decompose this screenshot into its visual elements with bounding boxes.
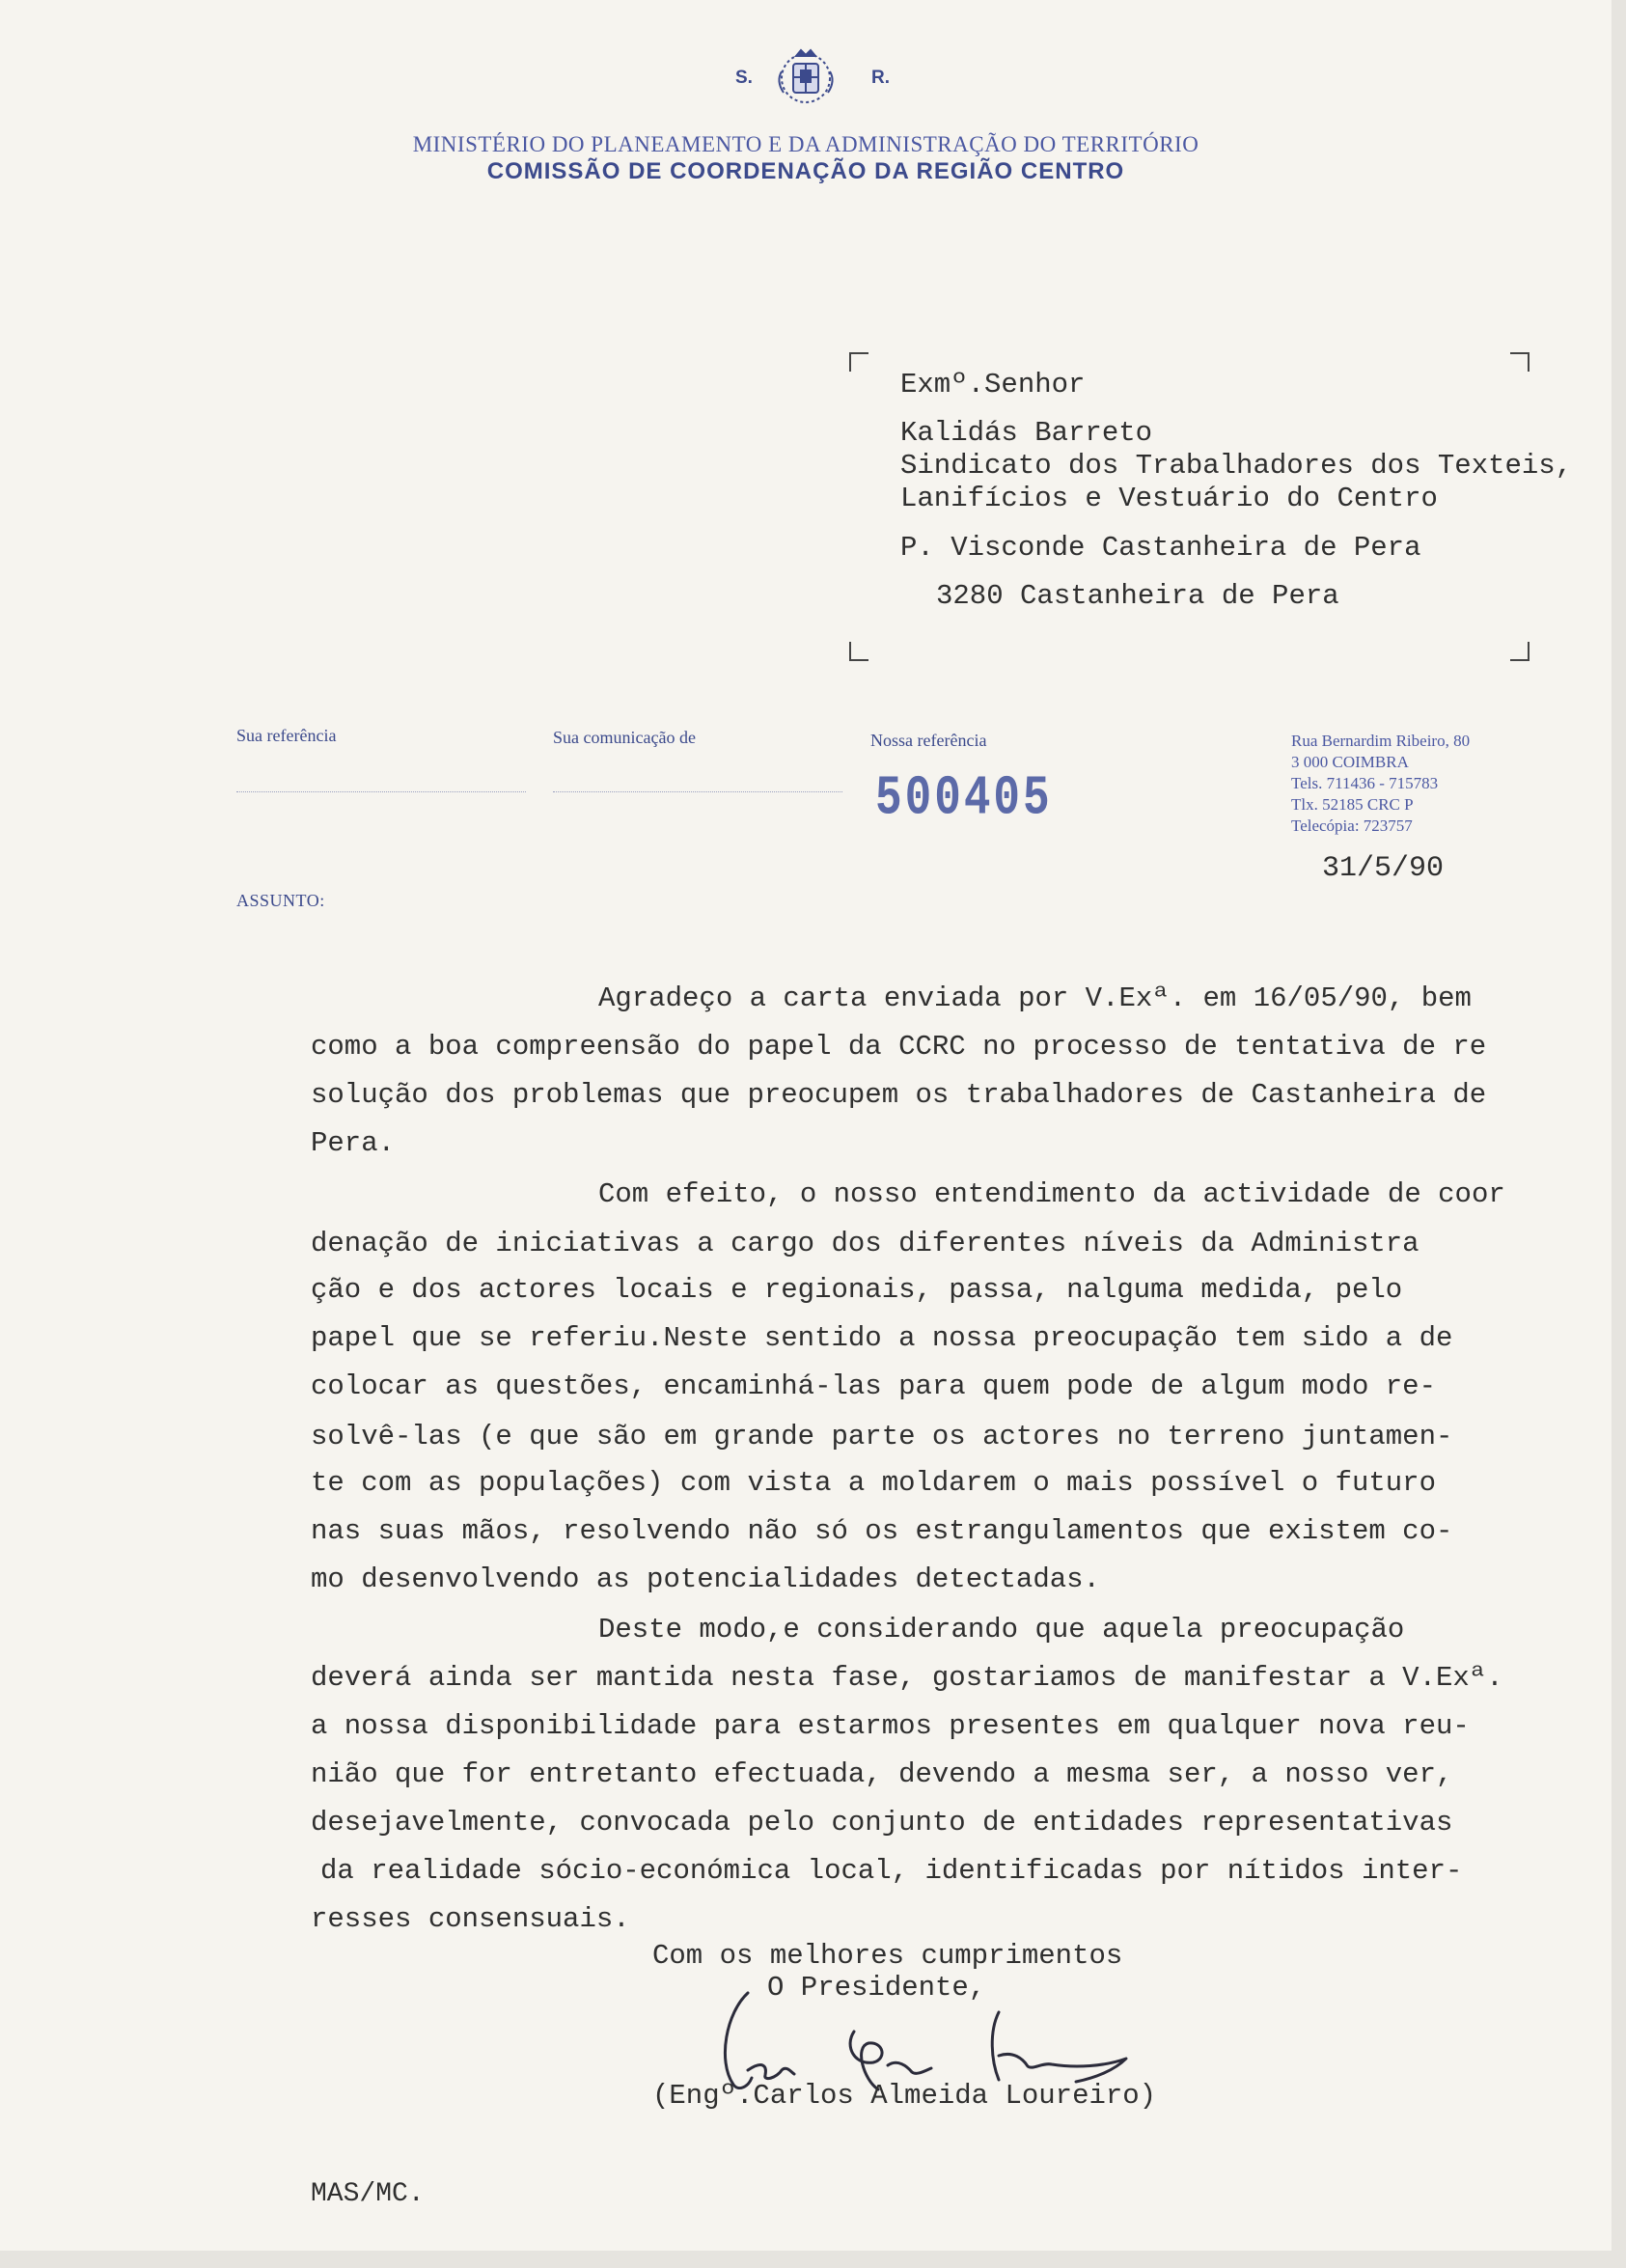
address-corner-top-left [849,352,868,372]
closing-role: O Presidente, [767,1972,986,2004]
closing-greeting: Com os melhores cumprimentos [652,1940,1123,1972]
recipient-postal: 3280 Castanheira de Pera [936,580,1339,612]
body-line-18: desejavelmente, convocada pelo conjunto de entidades representativas [311,1807,1453,1839]
office-fax: Telecópia: 723757 [1291,816,1413,835]
field-line-sua-referencia [236,791,526,792]
body-line-5: Com efeito, o nosso entendimento da actividade de coor [598,1178,1505,1210]
recipient-salutation: Exmº.Senhor [900,369,1086,401]
letterhead-r: R. [871,68,890,88]
ministry-name: MINISTÉRIO DO PLANEAMENTO E DA ADMINISTRAÇÃO DO TERRITÓRIO [412,132,1199,156]
closing-signatory: (Engº.Carlos Almeida Loureiro) [652,2080,1157,2112]
body-line-3: solução dos problemas que preocupem os trabalhadores de Castanheira de [311,1079,1487,1111]
recipient-org-line2: Lanifícios e Vestuário do Centro [900,483,1438,514]
office-address [1291,731,1470,837]
body-line-9: colocar as questões, encaminhá-las para quem pode de algum modo re- [311,1370,1436,1402]
body-line-4: Pera. [311,1127,396,1159]
body-line-15: deverá ainda ser mantida nesta fase, gostariamos de manifestar a V.Exª. [311,1662,1503,1694]
office-street: Rua Bernardim Ribeiro, 80 [1291,732,1471,750]
body-line-10: solvê-las (e que são em grande parte os actores no terreno juntamen- [311,1421,1453,1452]
body-line-13: mo desenvolvendo as potencialidades detectadas. [311,1563,1100,1595]
body-line-2: como a boa compreensão do papel da CCRC no processo de tentativa de re [311,1031,1487,1063]
label-sua-comunicacao: Sua comunicação de [553,728,696,747]
address-corner-bottom-right [1510,642,1530,661]
recipient-org-line1: Sindicato dos Trabalhadores dos Texteis, [900,450,1573,482]
body-line-19: da realidade sócio-económica local, identificadas por nítidos inter- [320,1855,1463,1887]
recipient-name: Kalidás Barreto [900,417,1153,449]
address-corner-bottom-left [849,642,868,661]
body-line-11: te com as populações) com vista a moldarem o mais possível o futuro [311,1467,1436,1499]
body-line-8: papel que se referiu.Neste sentido a nossa preocupação tem sido a de [311,1322,1453,1354]
body-line-20: resses consensuais. [311,1903,630,1935]
label-sua-referencia: Sua referência [236,726,337,745]
letter-date: 31/5/90 [1322,852,1445,885]
body-line-17: nião que for entretanto efectuada, devendo a mesma ser, a nosso ver, [311,1758,1453,1790]
office-tels: Tels. 711436 - 715783 [1291,774,1439,792]
coat-of-arms-icon [772,42,840,110]
body-line-7: ção e dos actores locais e regionais, passa, nalguma medida, pelo [311,1274,1403,1306]
letterhead-s: S. [735,68,753,88]
body-line-16: a nossa disponibilidade para estarmos presentes em qualquer nova reu- [311,1710,1470,1742]
body-line-6: denação de iniciativas a cargo dos diferentes níveis da Administra [311,1228,1419,1259]
commission-name: COMISSÃO DE COORDENAÇÃO DA REGIÃO CENTRO [486,158,1125,184]
body-line-14: Deste modo,e considerando que aquela preocupação [598,1614,1405,1646]
recipient-street: P. Visconde Castanheira de Pera [900,532,1421,564]
office-tlx: Tlx. 52185 CRC P [1291,795,1414,814]
body-line-12: nas suas mãos, resolvendo não só os estrangulamentos que existem co- [311,1515,1453,1547]
body-line-1: Agradeço a carta enviada por V.Exª. em 16/05/90, bem [598,982,1472,1014]
label-assunto: ASSUNTO: [236,891,325,910]
field-line-sua-comunicacao [553,791,842,792]
address-corner-top-right [1510,352,1530,372]
reference-number-stamp: 500405 [875,767,1053,830]
reference-initials: MAS/MC. [311,2179,425,2209]
office-city: 3 000 COIMBRA [1291,753,1409,771]
label-nossa-referencia: Nossa referência [870,731,987,750]
